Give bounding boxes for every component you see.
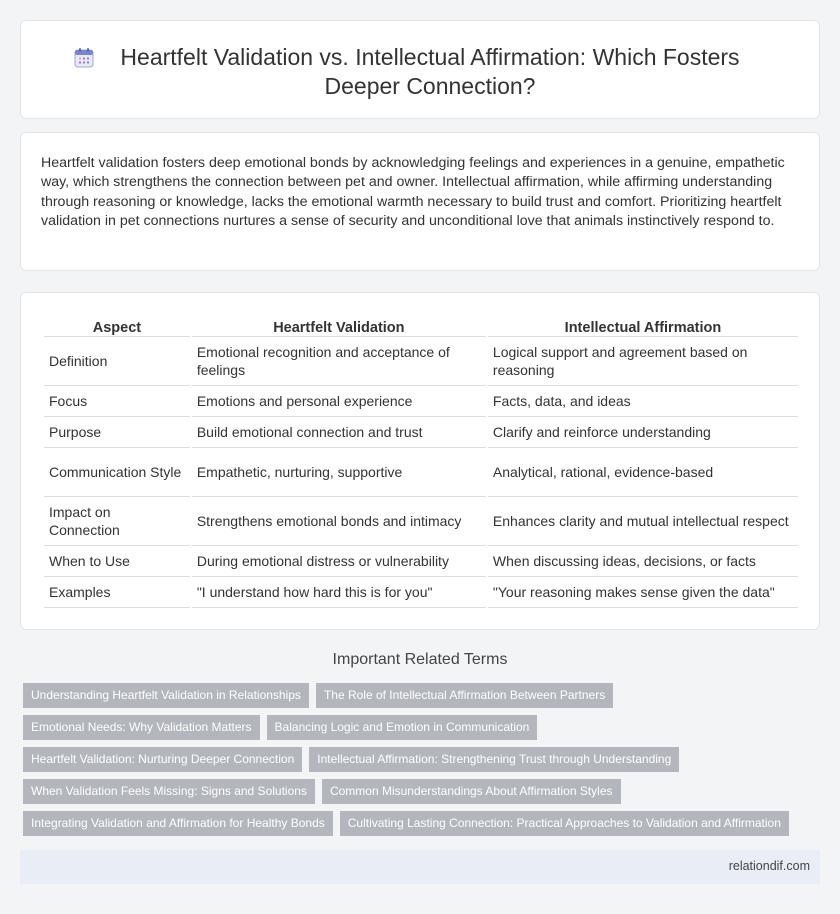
table-cell: Emotions and personal experience (192, 386, 486, 417)
header-aspect: Aspect (44, 315, 190, 337)
footer (20, 850, 820, 884)
table-row (44, 337, 798, 386)
table-cell: Communication Style (44, 448, 190, 497)
comparison-table (42, 315, 800, 608)
tag-row (23, 715, 813, 740)
tag-row (23, 811, 813, 836)
table-cell: Examples (44, 577, 190, 608)
table-cell: Strengthens emotional bonds and intimacy (192, 497, 486, 546)
header-intellectual-affirmation: Intellectual Affirmation (488, 315, 798, 337)
related-term-tag[interactable]: Emotional Needs: Why Validation Matters (23, 715, 260, 740)
related-term-tag[interactable]: Heartfelt Validation: Nurturing Deeper Connection (23, 747, 302, 772)
related-term-tag[interactable]: Balancing Logic and Emotion in Communication (267, 715, 538, 740)
header-heartfelt-validation: Heartfelt Validation (192, 315, 486, 337)
intro-card (20, 132, 820, 271)
related-term-tag[interactable]: Common Misunderstandings About Affirmation Styles (322, 779, 621, 804)
table-row (44, 386, 798, 417)
table-cell: Enhances clarity and mutual intellectual respect (488, 497, 798, 546)
table-cell: When to Use (44, 546, 190, 577)
tag-row (23, 747, 813, 772)
table-cell: During emotional distress or vulnerability (192, 546, 486, 577)
table-cell: Focus (44, 386, 190, 417)
related-term-tag[interactable]: Intellectual Affirmation: Strengthening Trust through Understanding (309, 747, 679, 772)
table-cell: "Your reasoning makes sense given the data" (488, 577, 798, 608)
table-row (44, 417, 798, 448)
comparison-card (20, 292, 820, 630)
table-cell: Purpose (44, 417, 190, 448)
table-cell: Definition (44, 337, 190, 386)
table-header-row (44, 315, 798, 337)
related-term-tag[interactable]: When Validation Feels Missing: Signs and Solutions (23, 779, 315, 804)
tag-row (23, 683, 813, 708)
table-cell: Build emotional connection and trust (192, 417, 486, 448)
table-cell: Emotional recognition and acceptance of feelings (192, 337, 486, 386)
page-title: Heartfelt Validation vs. Intellectual Affirmation: Which Fosters Deeper Connection? (120, 44, 740, 99)
related-term-tag[interactable]: The Role of Intellectual Affirmation Between Partners (316, 683, 613, 708)
related-terms-title: Important Related Terms (332, 651, 508, 668)
header-card (20, 20, 820, 119)
table-cell: Impact on Connection (44, 497, 190, 546)
table-cell: Facts, data, and ideas (488, 386, 798, 417)
tag-row (23, 779, 813, 804)
intro-paragraph: Heartfelt validation fosters deep emotional bonds by acknowledging feelings and experiences in a genuine, empathetic way, which strengthens the connection between pet and owner. Intellectual affirmation, while affirming understanding through reasoning or knowledge, lacks the emotional warmth necessary to build trust and comfort. Prioritizing heartfelt validation in pet connections nurtures a sense of security and unconditional love that animals instinctively respond to. (41, 155, 785, 230)
related-term-tag[interactable]: Understanding Heartfelt Validation in Relationships (23, 683, 309, 708)
table-cell: Empathetic, nurturing, supportive (192, 448, 486, 497)
footer-site-link[interactable]: relationdif.com (728, 859, 810, 873)
related-term-tag[interactable]: Integrating Validation and Affirmation for Healthy Bonds (23, 811, 333, 836)
table-row (44, 546, 798, 577)
table-cell: "I understand how hard this is for you" (192, 577, 486, 608)
table-row (44, 448, 798, 497)
related-term-tag[interactable]: Cultivating Lasting Connection: Practical Approaches to Validation and Affirmation (340, 811, 789, 836)
table-cell: Clarify and reinforce understanding (488, 417, 798, 448)
related-terms-list (23, 683, 813, 843)
table-row (44, 577, 798, 608)
table-cell: Analytical, rational, evidence-based (488, 448, 798, 497)
table-cell: When discussing ideas, decisions, or facts (488, 546, 798, 577)
table-row (44, 497, 798, 546)
table-cell: Logical support and agreement based on reasoning (488, 337, 798, 386)
